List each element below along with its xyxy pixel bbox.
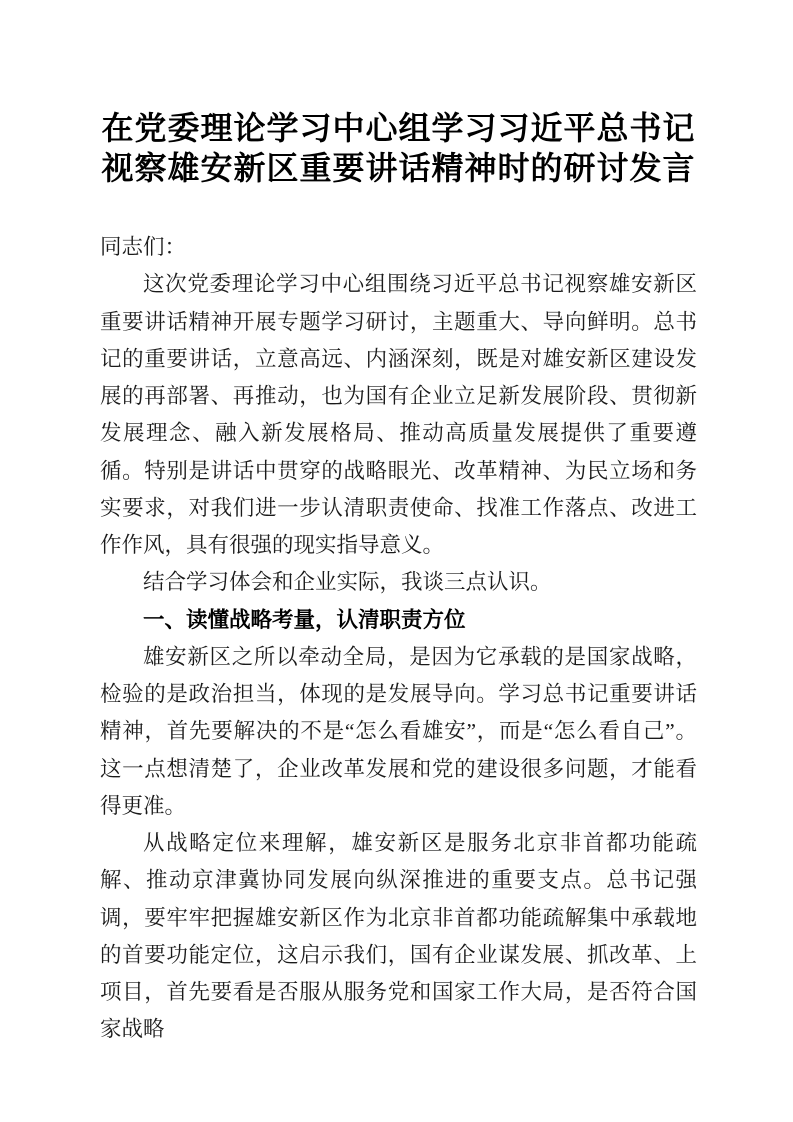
paragraph: 雄安新区之所以牵动全局，是因为它承载的是国家战略，检验的是政治担当，体现的是发展导向。学习总书记重要讲话精神，首先要解决的不是“怎么看雄安”，而是“怎么看自己”。这一点想清楚了，企业改革发展和党的建设很多问题，才能看得更准。 xyxy=(100,644,697,818)
paragraph: 这次党委理论学习中心组围绕习近平总书记视察雄安新区重要讲话精神开展专题学习研讨，主题重大、导向鲜明。总书记的重要讲话，立意高远、内涵深刻，既是对雄安新区建设发展的再部署、再推动，也为国有企业立足新发展阶段、贯彻新发展理念、融入新发展格局、推动高质量发展提供了重要遵循。特别是讲话中贯穿的战略眼光、改革精神、为民立场和务实要求，对我们进一步认清职责使命、找准工作落点、改进工作作风，具有很强的现实指导意义。 xyxy=(100,272,697,557)
document-body xyxy=(100,229,697,1049)
paragraph: 同志们： xyxy=(100,235,187,259)
document-title: 在党委理论学习中心组学习习近平总书记视察雄安新区重要讲话精神时的研讨发言 xyxy=(101,110,696,186)
section-heading: 一、读懂战略考量，认清职责方位 xyxy=(143,607,466,632)
paragraph: 结合学习体会和企业实际，我谈三点认识。 xyxy=(143,570,552,595)
paragraph: 从战略定位来理解，雄安新区是服务北京非首都功能疏解、推动京津冀协同发展向纵深推进的重要支点。总书记强调，要牢牢把握雄安新区作为北京非首都功能疏解集中承载地的首要功能定位，这启示我们，国有企业谋发展、抓改革、上项目，首先要看是否服从服务党和国家工作大局，是否符合国家战略 xyxy=(100,831,697,1042)
